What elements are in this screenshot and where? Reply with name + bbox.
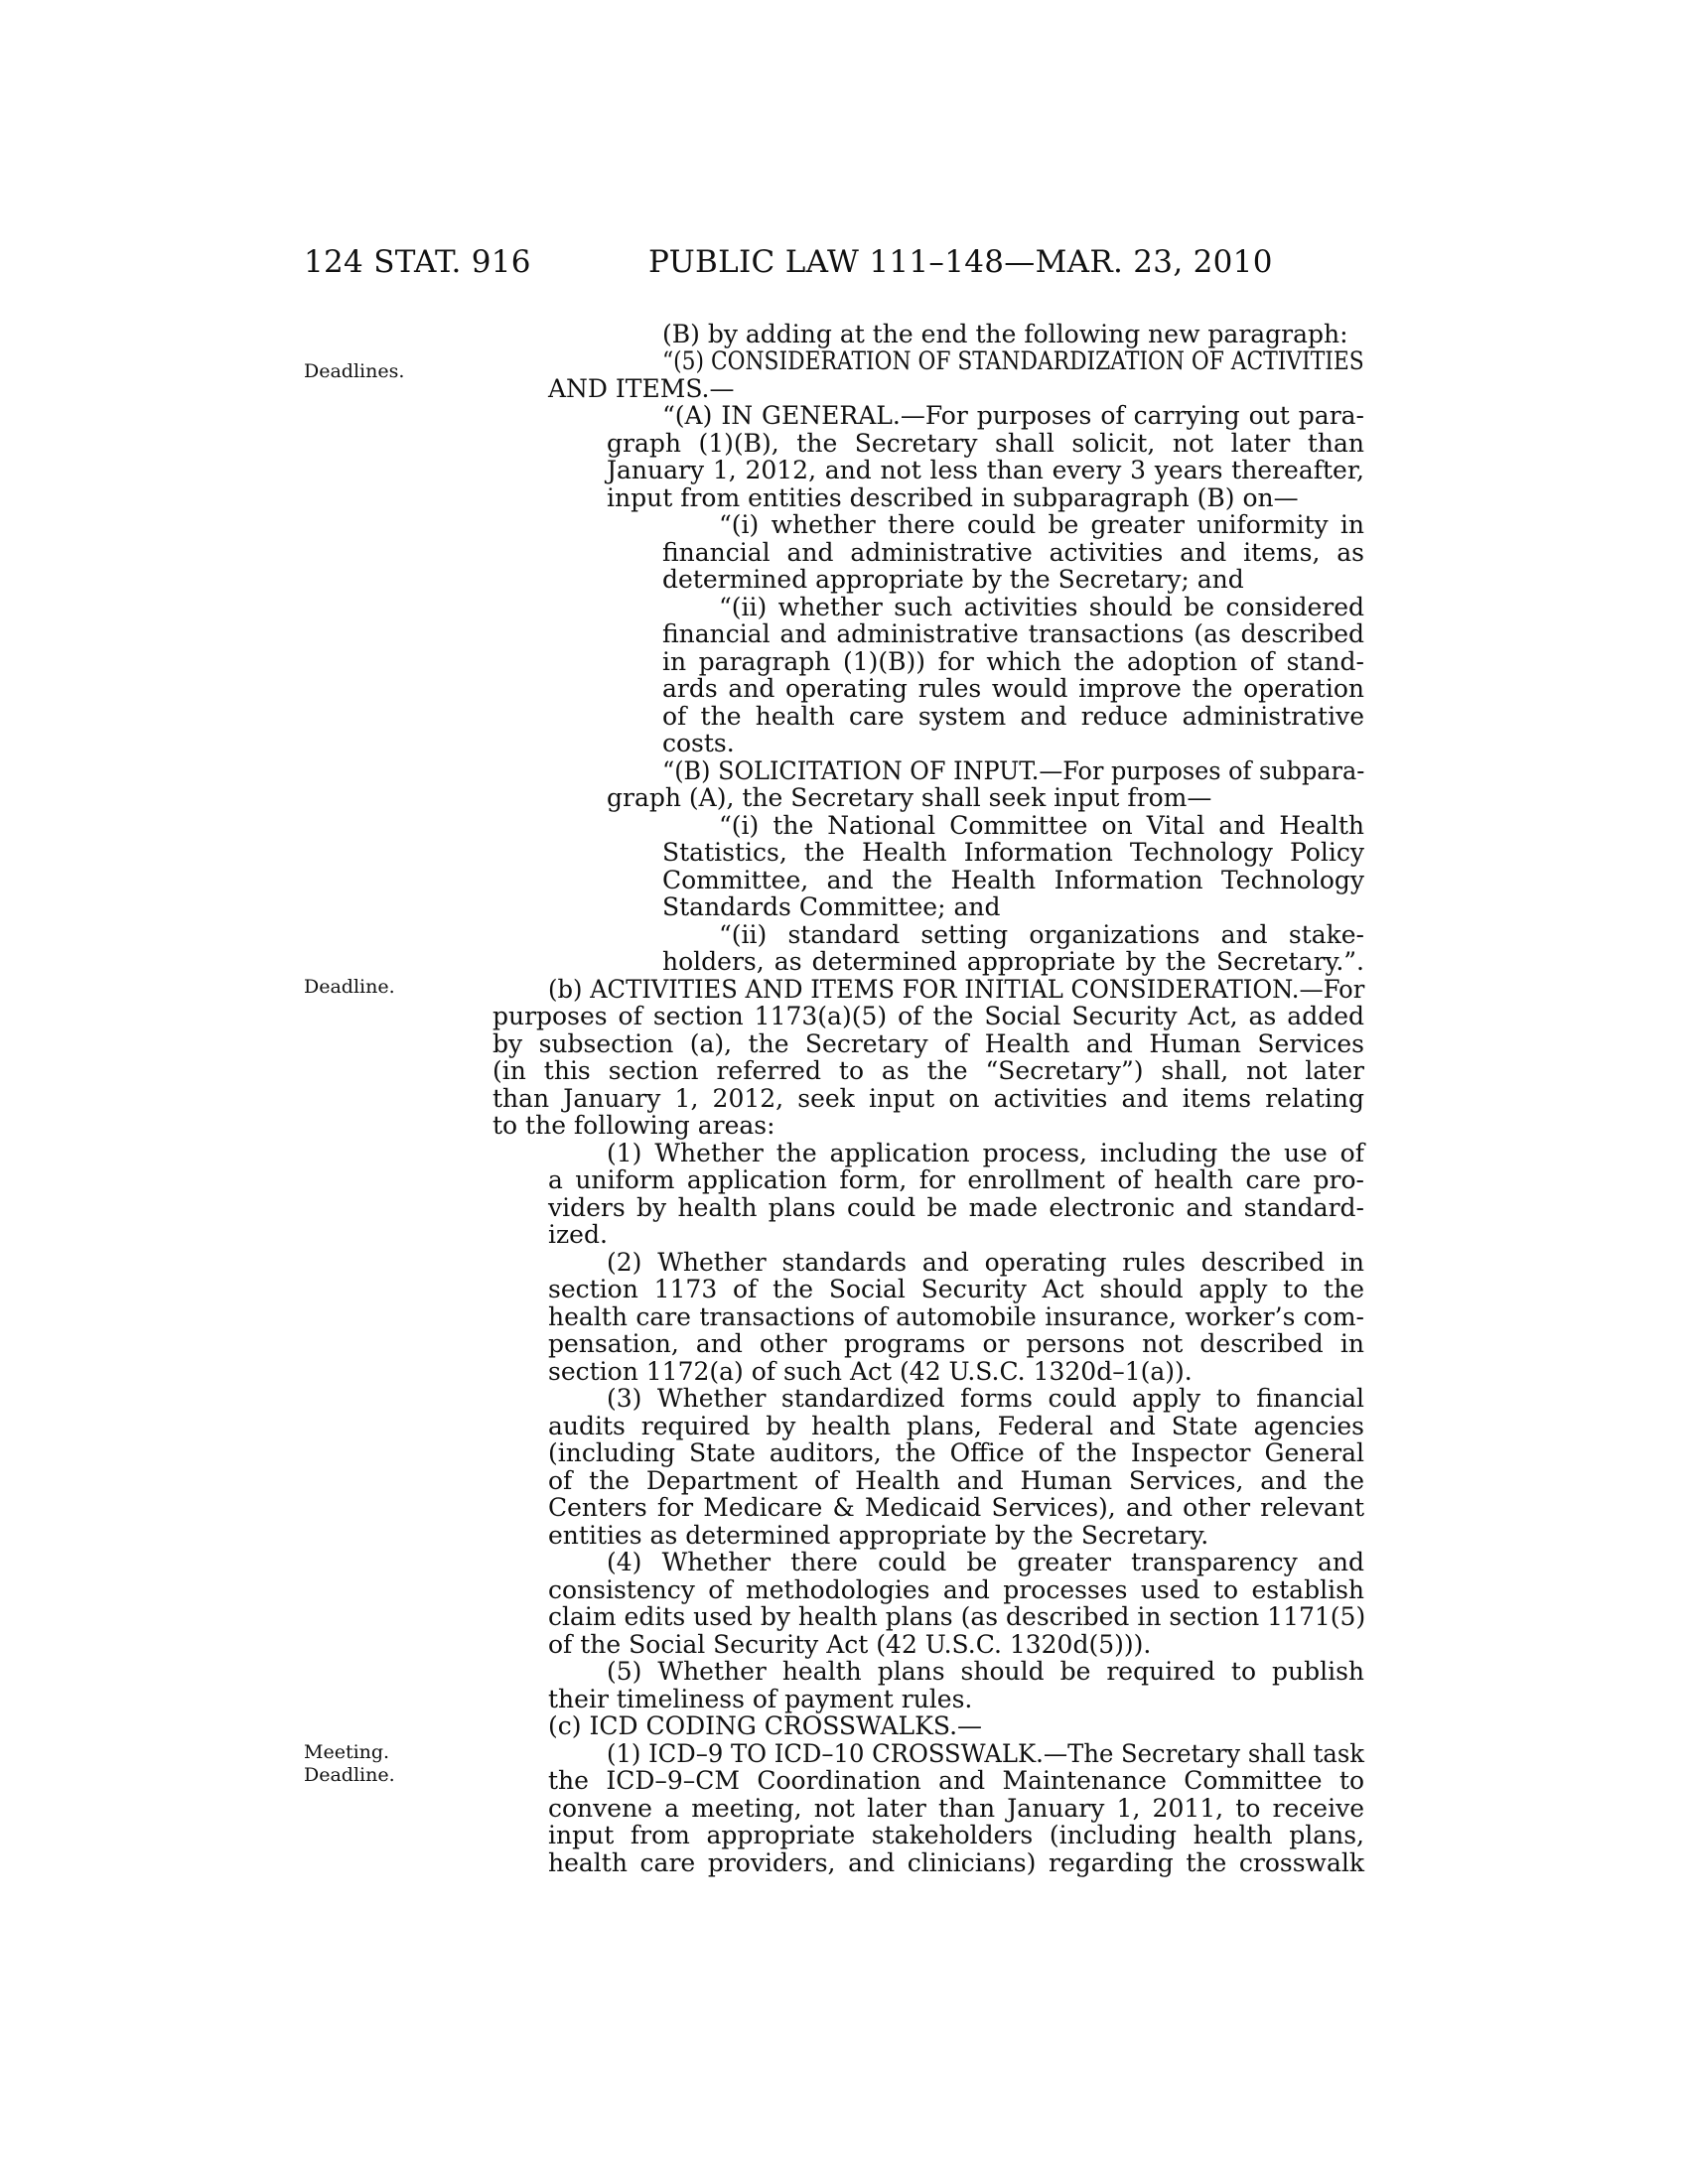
text-line: “(A) IN GENERAL.—For purposes of carrying out para-: [662, 401, 1364, 430]
text-line: costs.: [662, 729, 735, 757]
text-line: section 1173 of the Social Security Act should apply to the: [548, 1275, 1364, 1303]
text-line: “(B) SOLICITATION OF INPUT.—For purposes of subpara-: [662, 756, 1365, 785]
text-line: their timeliness of payment rules.: [548, 1685, 973, 1713]
margin-note-meeting-deadline: Meeting. Deadline.: [304, 1741, 395, 1786]
text-line: pensation, and other programs or persons not described in: [548, 1329, 1364, 1358]
page-number: 124 STAT. 916: [304, 244, 531, 280]
text-line: section 1172(a) of such Act (42 U.S.C. 1320d–1(a)).: [548, 1357, 1193, 1386]
text-line: (including State auditors, the Office of the Inspector General: [548, 1438, 1364, 1467]
text-line: (3) Whether standardized forms could apply to financial: [607, 1384, 1364, 1413]
text-line: input from entities described in subparagraph (B) on—: [607, 483, 1299, 512]
text-line: (4) Whether there could be greater transparency and: [607, 1548, 1364, 1576]
text-line: convene a meeting, not later than January 1, 2011, to receive: [548, 1794, 1364, 1823]
text-line: financial and administrative transactions (as described: [662, 619, 1364, 648]
text-line: audits required by health plans, Federal and State agencies: [548, 1412, 1364, 1440]
text-line: “(i) the National Committee on Vital and Health: [719, 811, 1364, 840]
text-line: input from appropriate stakeholders (including health plans,: [548, 1821, 1364, 1849]
running-head: PUBLIC LAW 111–148—MAR. 23, 2010: [648, 244, 1273, 280]
text-line: consistency of methodologies and processes used to establish: [548, 1575, 1364, 1604]
text-line: (1) ICD–9 TO ICD–10 CROSSWALK.—The Secretary shall task: [607, 1739, 1365, 1768]
text-line: ized.: [548, 1220, 608, 1249]
text-line: “(5) CONSIDERATION OF STANDARDIZATION OF ACTIVITIES: [662, 346, 1364, 375]
text-line: “(ii) whether such activities should be considered: [719, 593, 1364, 621]
text-line: in paragraph (1)(B)) for which the adoption of stand-: [662, 647, 1364, 676]
text-line: “(i) whether there could be greater uniformity in: [719, 510, 1364, 539]
text-line: by subsection (a), the Secretary of Health and Human Services: [492, 1029, 1364, 1058]
text-line: holders, as determined appropriate by the Secretary.”.: [662, 947, 1364, 976]
text-line: the ICD–9–CM Coordination and Maintenance Committee to: [548, 1766, 1364, 1795]
text-line: (1) Whether the application process, including the use of: [607, 1139, 1364, 1167]
text-line: entities as determined appropriate by the Secretary.: [548, 1521, 1209, 1550]
text-line: a uniform application form, for enrollment of health care pro-: [548, 1165, 1364, 1194]
text-line: of the Social Security Act (42 U.S.C. 1320d(5))).: [548, 1630, 1152, 1659]
text-line: health care transactions of automobile insurance, worker’s com-: [548, 1302, 1364, 1331]
text-line: (B) by adding at the end the following new paragraph:: [662, 320, 1348, 348]
text-line: to the following areas:: [492, 1111, 775, 1140]
text-line: financial and administrative activities and items, as: [662, 538, 1364, 567]
text-line: than January 1, 2012, seek input on activities and items relating: [492, 1084, 1364, 1113]
text-line: AND ITEMS.—: [548, 374, 735, 403]
text-line: determined appropriate by the Secretary; and: [662, 565, 1244, 594]
text-line: Statistics, the Health Information Technology Policy: [662, 838, 1364, 867]
text-line: (5) Whether health plans should be required to publish: [607, 1657, 1364, 1686]
text-line: ards and operating rules would improve the operation: [662, 674, 1364, 703]
text-line: (in this section referred to as the “Secretary”) shall, not later: [492, 1056, 1364, 1085]
text-line: Standards Committee; and: [662, 892, 1001, 921]
text-line: health care providers, and clinicians) regarding the crosswalk: [548, 1848, 1364, 1877]
text-line: graph (A), the Secretary shall seek input from—: [607, 783, 1212, 812]
text-line: of the Department of Health and Human Services, and the: [548, 1466, 1364, 1495]
text-line: Centers for Medicare & Medicaid Services), and other relevant: [548, 1493, 1364, 1522]
text-line: “(ii) standard setting organizations and stake-: [719, 920, 1364, 949]
text-line: January 1, 2012, and not less than every 3 years thereafter,: [607, 456, 1364, 484]
margin-note-deadline: Deadline.: [304, 976, 395, 998]
text-line: (2) Whether standards and operating rules described in: [607, 1248, 1364, 1277]
text-line: claim edits used by health plans (as described in section 1171(5): [548, 1602, 1366, 1631]
text-line: viders by health plans could be made electronic and standard-: [548, 1193, 1364, 1222]
text-line: of the health care system and reduce administrative: [662, 702, 1364, 731]
text-line: Committee, and the Health Information Technology: [662, 866, 1364, 894]
text-line: graph (1)(B), the Secretary shall solicit, not later than: [607, 429, 1364, 458]
text-line: purposes of section 1173(a)(5) of the Social Security Act, as added: [492, 1002, 1364, 1030]
text-line: (b) ACTIVITIES AND ITEMS FOR INITIAL CONSIDERATION.—For: [548, 975, 1365, 1004]
text-line: (c) ICD CODING CROSSWALKS.—: [548, 1711, 983, 1740]
margin-note-deadlines: Deadlines.: [304, 360, 405, 382]
